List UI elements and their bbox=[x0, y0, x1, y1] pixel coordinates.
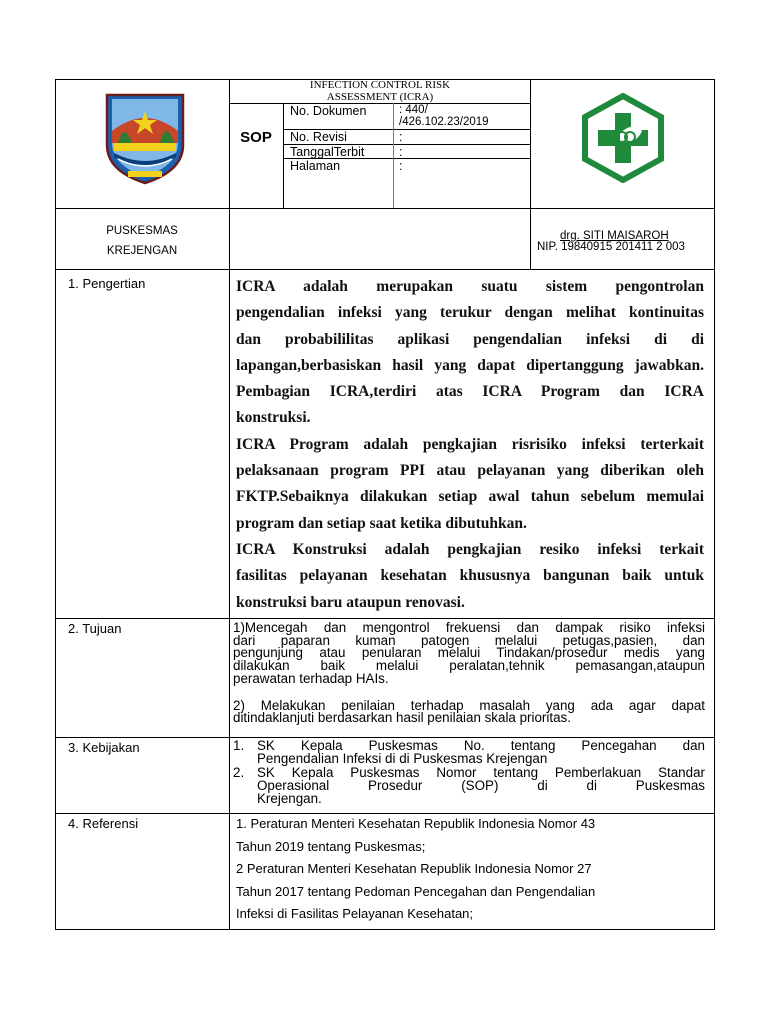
logo-column-divider bbox=[530, 79, 531, 269]
section-label-referensi: 4. Referensi bbox=[68, 816, 139, 831]
table-right-border bbox=[714, 79, 715, 930]
tujuan-text bbox=[233, 622, 705, 725]
pengertian-line: pelaksanaan program PPI atau pelayanan yang diberikan oleh bbox=[236, 462, 704, 480]
pengertian-line: FKTP.Sebaiknya dilakukan setiap awal tahun sebelum memulai bbox=[236, 488, 704, 506]
header-bottom-border bbox=[55, 208, 715, 209]
referensi-line: 1. Peraturan Menteri Kesehatan Republik Indonesia Nomor 43 bbox=[236, 816, 596, 831]
sop-label: SOP bbox=[240, 129, 272, 146]
kebijakan-item-line: Operasional Prosedur (SOP) di di Puskesmas bbox=[257, 778, 705, 794]
pengertian-line: fasilitas pelayanan kesehatan khususnya bangunan baik untuk bbox=[236, 567, 704, 585]
tujuan-line: 2) Melakukan penilaian terhadap masalah yang ada agar dapat bbox=[233, 697, 705, 713]
pengertian-line: lapangan,berbasiskan hasil yang dapat dipertanggung jawabkan. bbox=[236, 356, 704, 374]
field-label-halaman: Halaman bbox=[290, 159, 341, 173]
tujuan-line: pengunjung atau penularan melalui Tindakan/prosedur medis yang bbox=[233, 645, 705, 661]
organization-name-line-2: KREJENGAN bbox=[106, 245, 178, 257]
kebijakan-item-number: 2. bbox=[233, 765, 245, 781]
kebijakan-list bbox=[233, 740, 705, 806]
referensi-line: 2 Peraturan Menteri Kesehatan Republik Indonesia Nomor 27 bbox=[236, 861, 592, 876]
pengertian-line: pengendalian infeksi yang terukur dengan melihat kontinuitas bbox=[236, 304, 704, 322]
no-dokumen-value-line-1: : 440/ bbox=[399, 104, 428, 116]
field-value-halaman: : bbox=[399, 159, 403, 173]
field-value-no-revisi: : bbox=[399, 130, 403, 144]
organization-name-line-1: PUSKESMAS bbox=[106, 225, 178, 237]
org-row-bottom-border bbox=[55, 269, 715, 270]
label-column-divider bbox=[229, 79, 230, 930]
section-label-pengertian: 1. Pengertian bbox=[68, 276, 146, 291]
section-label-kebijakan: 3. Kebijakan bbox=[68, 740, 140, 755]
kebijakan-item-line: SK Kepala Puskesmas Nomor tentang Pemberlakuan Standar bbox=[257, 765, 705, 781]
pengertian-line: ICRA Konstruksi adalah pengkajian resiko infeksi terkait bbox=[236, 540, 704, 558]
kebijakan-item bbox=[233, 767, 705, 805]
pengertian-text bbox=[236, 274, 704, 616]
referensi-line: Tahun 2017 tentang Pedoman Pencegahan dan Pengendalian bbox=[236, 884, 596, 899]
document-title-line-1: INFECTION CONTROL RISK bbox=[309, 79, 451, 91]
pengertian-line: program dan setiap saat ketika dibutuhkan. bbox=[236, 514, 527, 532]
puskesmas-logo bbox=[578, 93, 668, 183]
kebijakan-item-number: 1. bbox=[233, 738, 245, 753]
document-title bbox=[229, 79, 531, 103]
organization-name bbox=[55, 221, 229, 261]
pengertian-line: konstruksi. bbox=[236, 409, 311, 427]
tujuan-line: perawatan terhadap HAIs. bbox=[233, 670, 389, 686]
field-value-tanggal-terbit: : bbox=[399, 145, 403, 159]
kebijakan-item-line: Pengendalian Infeksi di di Puskesmas Krejengan bbox=[257, 750, 548, 766]
section-label-tujuan: 2. Tujuan bbox=[68, 621, 122, 636]
field-value-divider bbox=[393, 103, 394, 208]
document-title-line-2: ASSESSMENT (ICRA) bbox=[326, 91, 434, 103]
row1-bottom-border bbox=[55, 618, 715, 619]
pengertian-line: Pembagian ICRA,terdiri atas ICRA Program dan ICRA bbox=[236, 383, 704, 401]
table-bottom-border bbox=[55, 929, 715, 930]
referensi-line: Tahun 2019 tentang Puskesmas; bbox=[236, 839, 426, 854]
kebijakan-item-line: Krejengan. bbox=[257, 790, 322, 806]
kebijakan-item-line: SK Kepala Puskesmas No. tentang Pencegahan dan bbox=[257, 738, 705, 753]
signer-nip: NIP. 19840915 201411 2 003 bbox=[537, 241, 685, 253]
pengertian-line: konstruksi baru ataupun renovasi. bbox=[236, 593, 465, 611]
field-label-no-revisi: No. Revisi bbox=[290, 130, 347, 144]
no-dokumen-value-line-2: /426.102.23/2019 bbox=[399, 116, 489, 128]
table-left-border bbox=[55, 79, 56, 930]
tujuan-line: 1)Mencegah dan mengontrol frekuensi dan dampak risiko infeksi bbox=[233, 620, 705, 635]
pengertian-line: dan probabililitas aplikasi pengendalian infeksi di di bbox=[236, 330, 704, 348]
row3-bottom-border bbox=[55, 813, 715, 814]
tujuan-line: ditindaklanjuti berdasarkan hasil penilaian skala prioritas. bbox=[233, 710, 571, 726]
referensi-line: Infeksi di Fasilitas Pelayanan Kesehatan; bbox=[236, 906, 474, 921]
field-value-no-dokumen bbox=[399, 104, 489, 128]
pengertian-line: ICRA adalah merupakan suatu sistem pengontrolan bbox=[236, 278, 704, 295]
field-label-no-dokumen: No. Dokumen bbox=[290, 104, 367, 118]
regency-emblem-logo bbox=[104, 93, 186, 185]
field-label-tanggal-terbit: TanggalTerbit bbox=[290, 145, 365, 159]
sop-column-divider bbox=[283, 103, 284, 208]
tujuan-line: dari paparan kuman patogen melalui petugas,pasien, dan bbox=[233, 632, 705, 648]
kebijakan-item bbox=[233, 740, 705, 765]
tujuan-line: dilakukan baik melalui peralatan,tehnik pemasangan,ataupun bbox=[233, 658, 705, 674]
pengertian-line: ICRA Program adalah pengkajian risrisiko infeksi terterkait bbox=[236, 435, 704, 453]
signer-name: drg. SITI MAISAROH bbox=[560, 230, 669, 242]
